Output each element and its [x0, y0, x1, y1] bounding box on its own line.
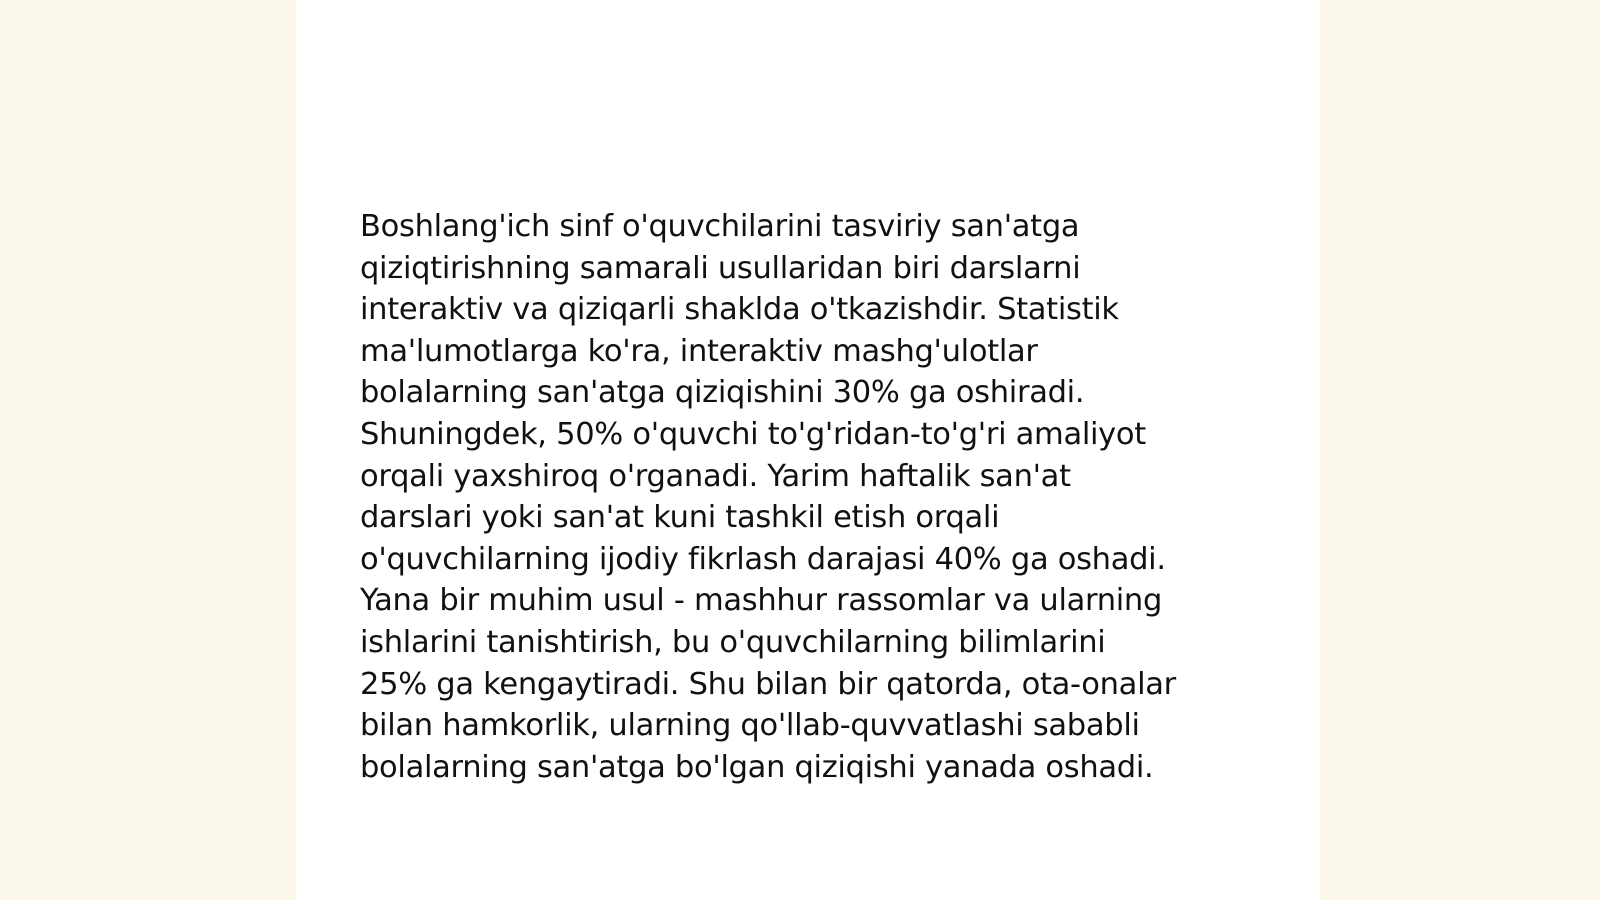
text-line: bolalarning san'atga qiziqishini 30% ga oshiradi. [360, 375, 1085, 411]
text-line: Shuningdek, 50% o'quvchi to'g'ridan-to'g'ri amaliyot [360, 416, 1146, 452]
text-line: ma'lumotlarga ko'ra, interaktiv mashg'ulotlar [360, 333, 1038, 369]
text-line: bilan hamkorlik, ularning qo'llab-quvvatlashi sababli [360, 708, 1140, 744]
text-line: interaktiv va qiziqarli shaklda o'tkazishdir. Statistik [360, 292, 1119, 328]
text-line: orqali yaxshiroq o'rganadi. Yarim haftalik san'at [360, 458, 1071, 494]
text-line: Boshlang'ich sinf o'quvchilarini tasviriy san'atga [360, 209, 1080, 244]
text-line: o'quvchilarning ijodiy fikrlash darajasi 40% ga oshadi. [360, 541, 1166, 577]
slide-body-text [360, 206, 1260, 788]
text-line: ishlarini tanishtirish, bu o'quvchilarning bilimlarini [360, 624, 1106, 660]
slide [296, 0, 1320, 900]
text-line: 25% ga kengaytiradi. Shu bilan bir qatorda, ota-onalar [360, 666, 1176, 702]
text-line: bolalarning san'atga bo'lgan qiziqishi yanada oshadi. [360, 749, 1154, 785]
text-line: darslari yoki san'at kuni tashkil etish orqali [360, 500, 1000, 536]
text-line: qiziqtirishning samarali usullaridan biri darslarni [360, 250, 1081, 286]
text-line: Yana bir muhim usul - mashhur rassomlar va ularning [360, 583, 1163, 619]
